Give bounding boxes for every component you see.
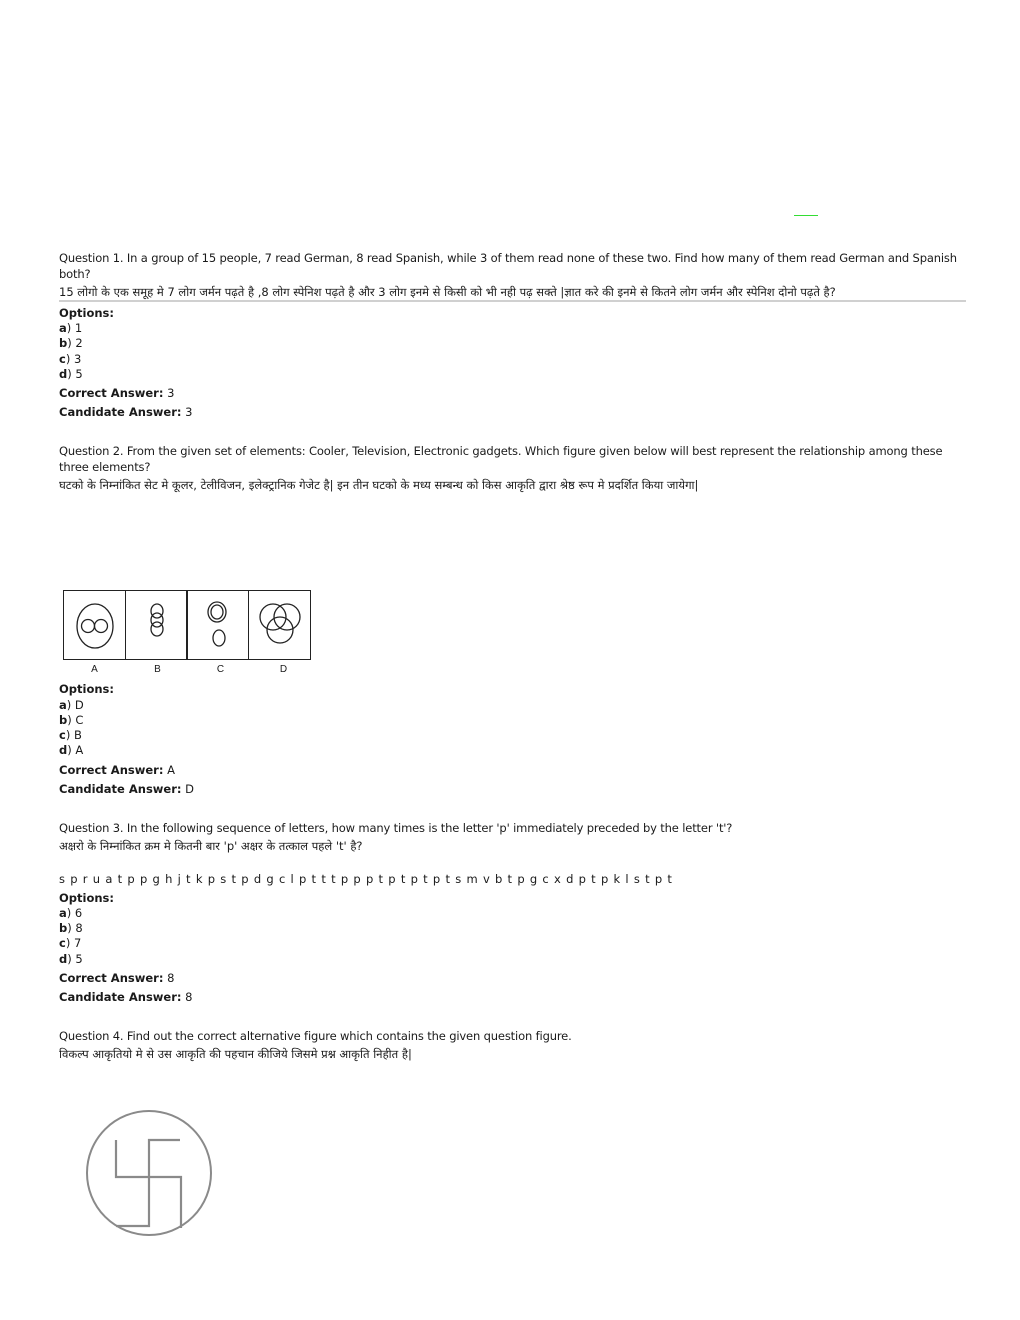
- venn-figure-options: [63, 590, 311, 660]
- question-2-option-b: b) C: [59, 713, 84, 727]
- figure-label-d: D: [279, 664, 288, 675]
- question-1-option-c: c) 3: [59, 352, 82, 366]
- question-2-options-label: Options:: [59, 682, 114, 696]
- figure-label-a: A: [91, 664, 98, 675]
- question-2-option-d: d) A: [59, 743, 84, 757]
- question-3-option-d: d) 5: [59, 952, 83, 966]
- figure-a-circles-inside-ellipse-icon: [63, 590, 126, 660]
- question-2-candidate-answer: Candidate Answer: D: [59, 782, 194, 796]
- question-3-correct-answer: Correct Answer: 8: [59, 971, 175, 985]
- decorative-green-dash: [794, 215, 818, 216]
- question-1-text-en: Question 1. In a group of 15 people, 7 read German, 8 read Spanish, while 3 of them read none of these two. Find how many of them read German and Spanish both?: [59, 251, 957, 281]
- question-1-options-label: Options:: [59, 306, 114, 320]
- figure-c-nested-and-separate-circles-icon: [186, 590, 249, 660]
- question-1-option-b: b) 2: [59, 336, 83, 350]
- question-4-text-hi: विकल्प आकृतियो मे से उस आकृति की पहचान कीजिये जिसमे प्रश्न आकृति निहीत है|: [59, 1047, 412, 1061]
- question-1-option-d: d) 5: [59, 367, 83, 381]
- question-3-option-b: b) 8: [59, 921, 83, 935]
- figure-label-c: C: [216, 664, 225, 675]
- question-2-text-hi: घटको के निम्नांकित सेट मे कूलर, टेलीविजन, इलेक्ट्रानिक गेजेट है| इन तीन घटको के मध्य सम्बन्ध को किस आकृति द्वारा श्रेष्ठ रूप मे प्रदर्शित किया जायेगा|: [59, 478, 699, 492]
- question-4-text-en: Question 4. Find out the correct alternative figure which contains the given question figure.: [59, 1029, 572, 1043]
- question-3-option-a: a) 6: [59, 906, 83, 920]
- question-2-correct-answer: Correct Answer: A: [59, 763, 175, 777]
- question-1-option-a: a) 1: [59, 321, 83, 335]
- question-3-options-label: Options:: [59, 891, 114, 905]
- question-2-option-a: a) D: [59, 698, 84, 712]
- question-3-text-hi: अक्षरो के निम्नांकित क्रम मे कितनी बार 'p' अक्षर के तत्काल पहले 't' है?: [59, 839, 363, 853]
- question-1-candidate-answer: Candidate Answer: 3: [59, 405, 193, 419]
- question-1-correct-answer: Correct Answer: 3: [59, 386, 175, 400]
- question-2-option-c: c) B: [59, 728, 82, 742]
- question-3-letter-sequence: s p r u a t p p g h j t k p s t p d g c l p t t t p p p t p t p t p t s m v b t p g c x d p t p k l s t p t: [59, 872, 674, 886]
- question-1-text-hi: 15 लोगो के एक समूह मे 7 लोग जर्मन पढ़ते है ,8 लोग स्पेनिश पढ़ते है और 3 लोग इनमे से किसी को भी नही पढ़ सक्ते |ज्ञात करे की इनमे से कितने लोग जर्मन और स्पेनिश दोनो पढ़ते है?: [59, 284, 966, 302]
- question-2-text-en: Question 2. From the given set of elements: Cooler, Television, Electronic gadgets. Which figure given below will best represent the relationship among these three elements?: [59, 444, 943, 474]
- figure-d-overlapping-circles-icon: [248, 590, 311, 660]
- swastika-in-circle-icon: [84, 1108, 214, 1241]
- figure-label-b: B: [154, 664, 161, 675]
- question-3-text-en: Question 3. In the following sequence of letters, how many times is the letter 'p' immediately preceded by the letter 't'?: [59, 821, 733, 835]
- figure-b-chained-circles-icon: [125, 590, 188, 660]
- figure-labels: [63, 664, 315, 675]
- question-3-option-c: c) 7: [59, 936, 82, 950]
- question-3-candidate-answer: Candidate Answer: 8: [59, 990, 193, 1004]
